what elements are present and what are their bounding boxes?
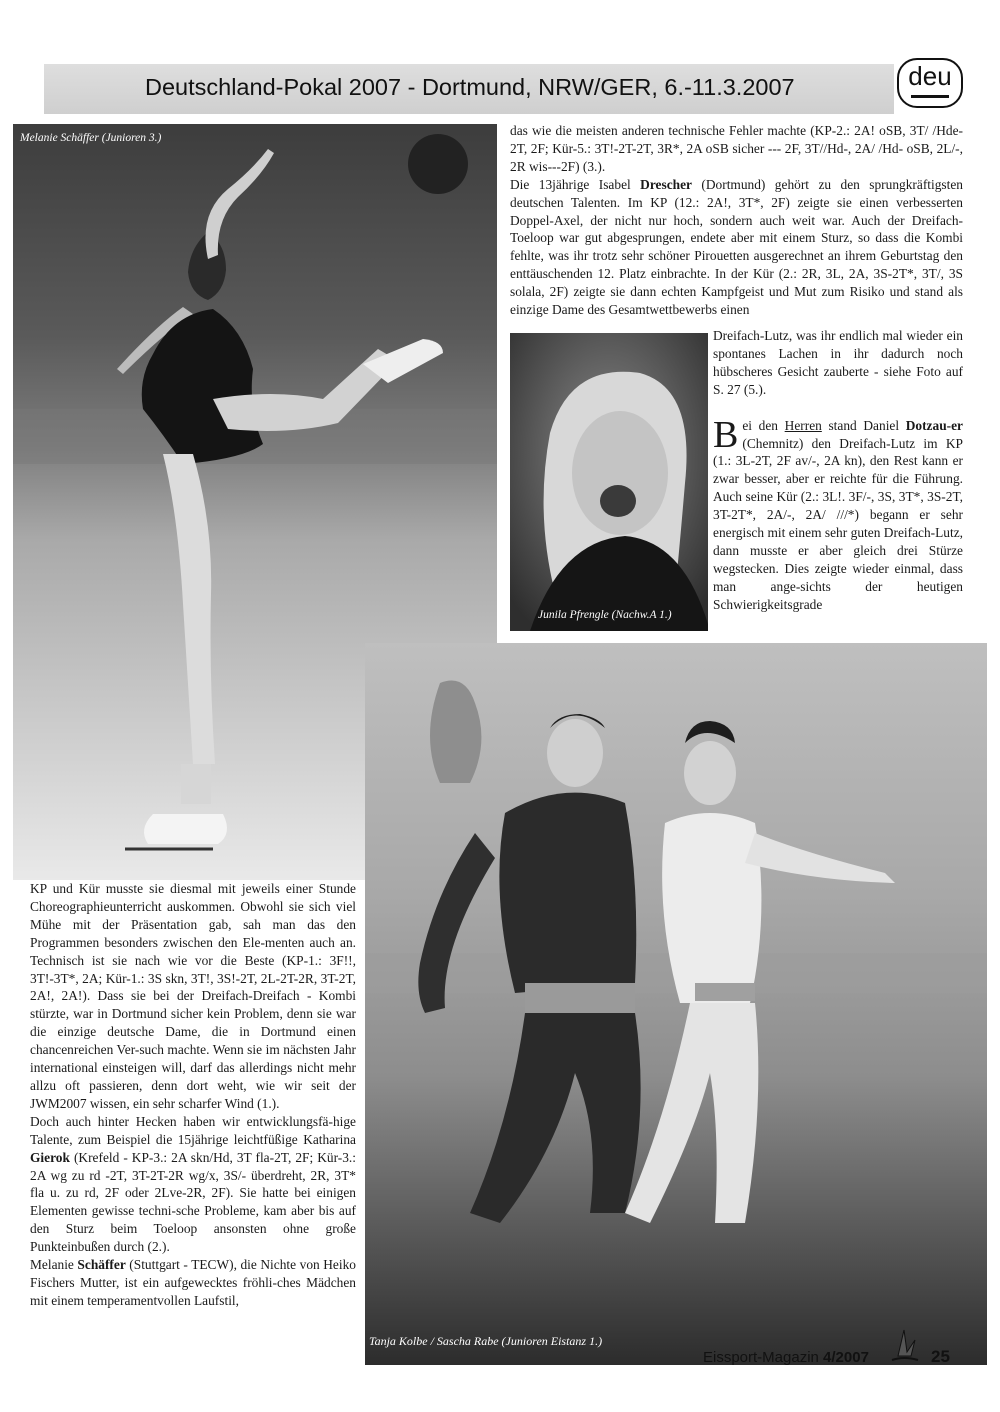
paragraph [30, 1256, 356, 1310]
paragraph [713, 413, 963, 614]
paragraph-text: KP und Kür musste sie diesmal mit jeweils einer Stunde Choreographieunterricht auskommen. Obwohl sie sich viel Mühe mit der Präsentation gab, sah man das den Programmen besonders zwischen den Ele-menten auch an. Technisch ist sie nach wie vor die Beste (KP-1.: 3F!!, 3T!-3T*, 2A; Kür-1.: 3S skn, 3T!, 3S!-2T, 2L-2T-2R, 3T-2T, 2A!, 2A!). Dass sie bei der Dreifach-Dreifach - Kombi stürzte, war in Dortmund sicher kein Problem, denn sie war die einzige deutsche Dame, die in Dortmund einen chancenreichen Ver-such machte. Wenn sie im nächsten Jahr international einsteigen will, darf das allerdings nicht mehr allzu oft passieren, denn dort weht, wie wir seit der JWM2007 wissen, ein sehr scharfer Wind (1.). [30, 881, 356, 1111]
paragraph-text: Dreifach-Lutz, was ihr endlich mal wieder ein spontanes Lachen in ihr dadurch noch hübscheres Gesicht zauberte - siehe Foto auf S. 27 (5.). [713, 328, 963, 397]
text-column-left [30, 880, 356, 1310]
text-column-right [510, 122, 963, 319]
paragraph [510, 176, 963, 319]
skater-name: Drescher [640, 176, 692, 192]
country-badge [897, 58, 963, 108]
paragraph [30, 1113, 356, 1256]
photo-caption: Junila Pfrengle (Nachw.A 1.) [538, 609, 672, 621]
photo-couple-image [365, 643, 987, 1365]
photo-couple [365, 643, 987, 1365]
photo-caption: Tanja Kolbe / Sascha Rabe (Junioren Eistanz 1.) [369, 1334, 603, 1348]
page-number: 25 [931, 1347, 950, 1366]
footer-magazine [703, 1349, 869, 1366]
magazine-name: Eissport-Magazin [703, 1349, 824, 1366]
paragraph [510, 122, 963, 176]
paragraph-text: (Krefeld - KP-3.: 2A skn/Hd, 3T fla-2T, 2F; Kür-3.: 2A wg zu rd -2T, 3T-2T-2R wg/x, 3S/- überdreht, 2R, 3T* fla u. zu rd, 2F oder 2Lve-2R, 2F). Sie hatte bei einigen Elementen gewisse techni-sche Probleme, kam aber bis auf den Sturz beim Toeloop ansonsten ohne große Punkteinbußen durch (2.). [30, 1149, 356, 1255]
photo-caption: Melanie Schäffer (Junioren 3.) [20, 132, 162, 144]
paragraph-text: Die 13jährige Isabel [510, 176, 641, 192]
paragraph [30, 880, 356, 1113]
paragraph-text: Melanie [30, 1257, 78, 1273]
text-column-right-narrow [713, 327, 963, 614]
paragraph-text: (Stuttgart - TECW), die Nichte von Heiko Fischers Mutter, ist ein aufgewecktes fröhli-ches Mädchen mit einem temperamentvollen Laufstil, [30, 1257, 356, 1308]
paragraph-text: das wie die meisten anderen technische Fehler machte (KP-2.: 2A! oSB, 3T/ /Hde-2T, 2F; Kür-5.: 3T!-2T-2T, 3R*, 2A oSB sicher --- 2F, 3T//Hd-, 2A/ /Hd- oSB, 2L/-, 2R wis---2F) (3.). [510, 123, 963, 174]
skater-name: Schäffer [77, 1257, 126, 1273]
paragraph-text: stand Daniel [821, 417, 906, 433]
paragraph-text: Doch auch hinter Hecken haben wir entwicklungsfä-hige Talente, zum Beispiel die 15jährige leichtfüßige Katharina [30, 1113, 356, 1147]
page-title: Deutschland-Pokal 2007 - Dortmund, NRW/GER, 6.-11.3.2007 [145, 74, 795, 100]
photo-skater-2-image [510, 333, 708, 631]
skater-name: Dotzau-er [905, 417, 963, 433]
paragraph-text: ei den [742, 417, 785, 433]
country-code: deu [908, 61, 952, 91]
paragraph-text: (Dortmund) gehört zu den sprungkräftigsten deutschen Talenten. Im KP (12.: 2A!, 3T*, 2F) zeigte sie einen verbesserten Doppel-Axel, der nicht nur hoch, sondern auch weit war. Auch der Dreifach-Toeloop war gut abgesprungen, endete aber mit einem Sturz, so dass die Kombi fehlte, was ihr trotz sehr schöner Pirouetten ausgerechnet an ihrem Geburtstag den enttäuschenden 12. Platz einbrachte. In der Kür (2.: 2R, 3L, 2A, 3S-2T*, 3T/, 3S solala, 2F) zeigte sie dann echten Kampfgeist und Mut zum Risiko und stand als einzige Dame des Gesamtwettbewerbs einen [510, 176, 963, 318]
drop-cap: B [713, 413, 739, 456]
skater-name: Gierok [30, 1149, 70, 1165]
magazine-logo-icon [888, 1326, 922, 1364]
paragraph [713, 327, 963, 399]
photo-skater-2 [510, 333, 708, 631]
section-word: Herren [784, 417, 822, 433]
issue-number: 4/2007 [823, 1349, 869, 1366]
paragraph-text: (Chemnitz) den Dreifach-Lutz im KP (1.: 3L-2T, 2F av/-, 2A kn), den Rest kann er zwar besser, aber er reichte für die Führung. Auch seine Kür (2.: 3L!. 3F/-, 3S, 3T*, 3S-2T, 3T-2T*, 2A/-, 2A/ ///*) begann er sehr energisch mit einem sehr guten Dreifach-Lutz, dann musste er aber gleich drei Stürze wegstecken. Dies zeigte wieder einmal, dass man ange-sichts der heutigen Schwierigkeitsgrade [713, 435, 963, 612]
badge-underline [911, 95, 949, 98]
